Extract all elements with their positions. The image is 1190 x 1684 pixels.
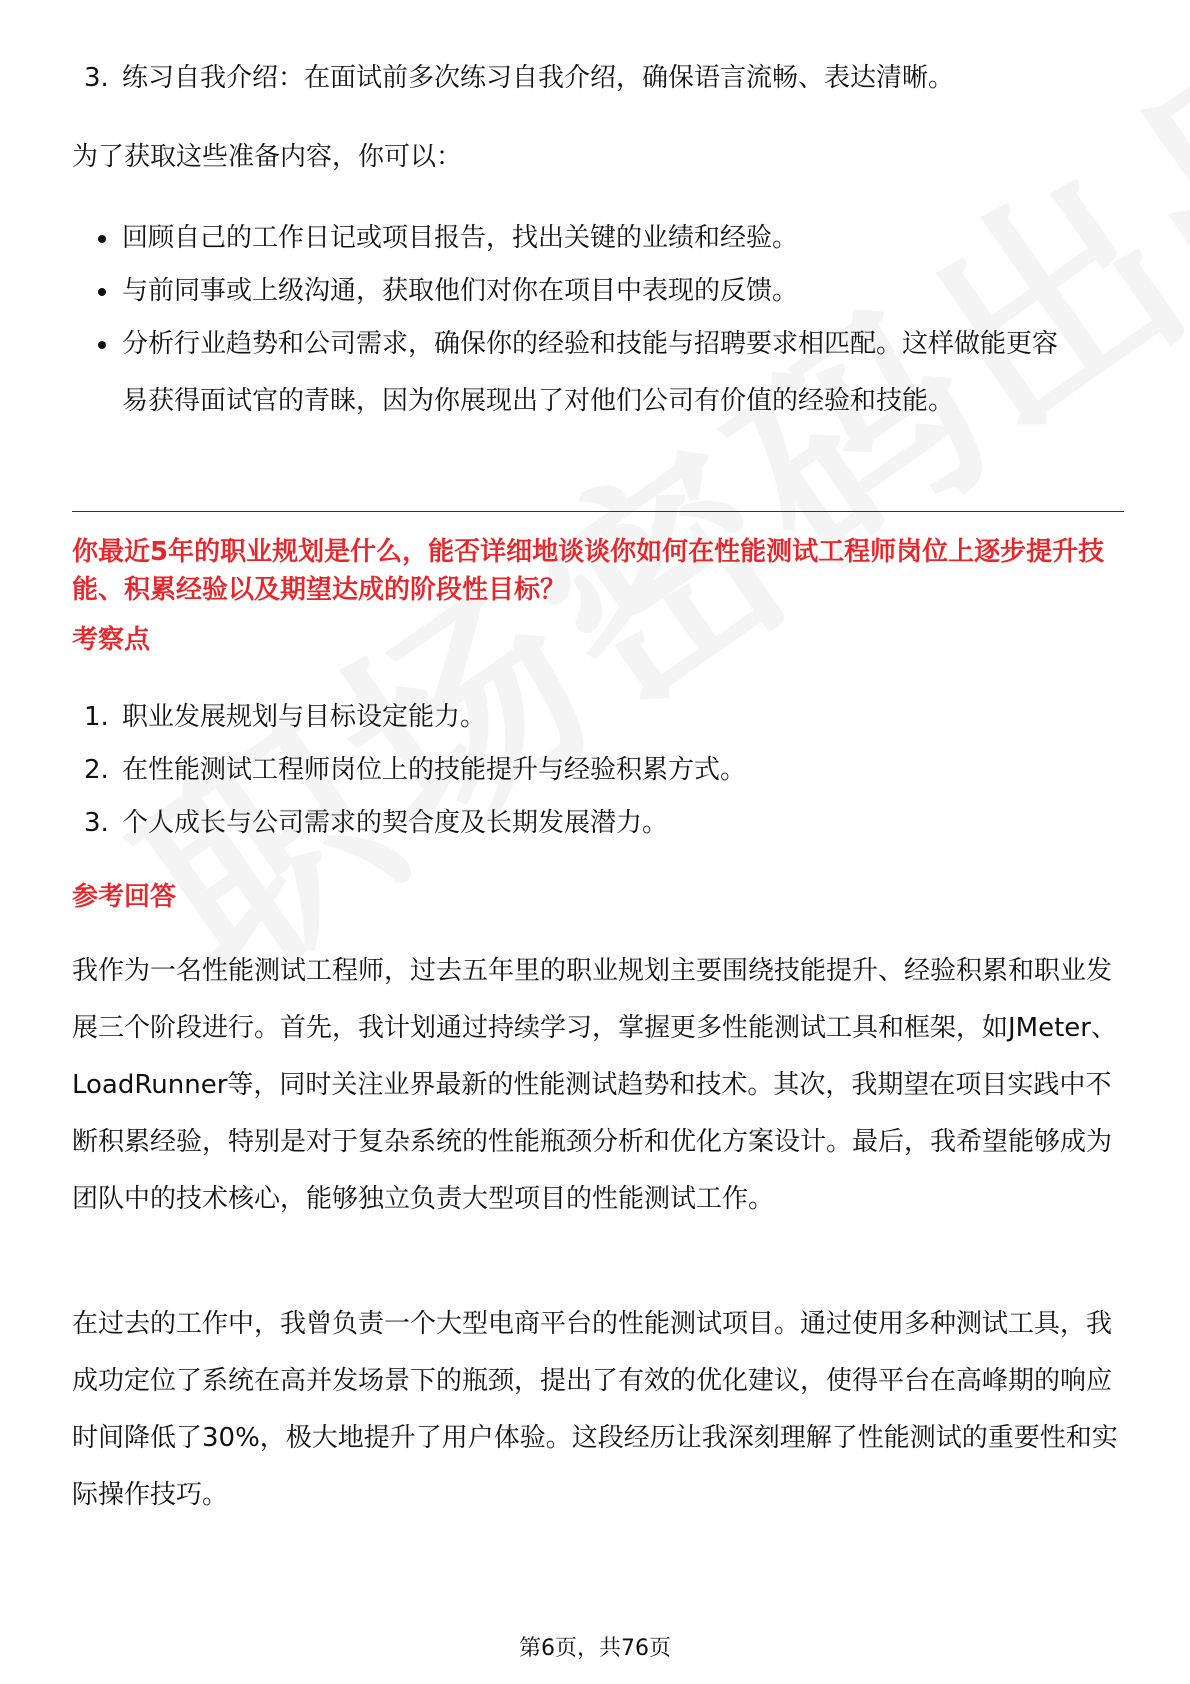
list-item-text: 职业发展规划与目标设定能力。 [122,702,487,732]
list-item [84,697,486,737]
question-heading: 你最近5年的职业规划是什么，能否详细地谈谈你如何在性能测试工程师岗位上逐步提升技能、积累经验以及期望达成的阶段性目标？ [72,537,1105,605]
bullet-text: 分析行业趋势和公司需求，确保你的经验和技能与招聘要求相匹配。这样做能更容易获得面试官的青睐，因为你展现出了对他们公司有价值的经验和技能。 [122,329,1059,416]
bullet-text: 回顾自己的工作日记或项目报告，找出关键的业绩和经验。 [122,223,799,253]
bullet-dot [98,235,106,243]
list-number: 1. [84,702,109,732]
answer-heading: 参考回答 [72,882,177,912]
bullet-dot [98,341,106,349]
section-divider [72,511,1124,512]
answer-paragraph: 我作为一名性能测试工程师，过去五年里的职业规划主要围绕技能提升、经验积累和职业发展三个阶段进行。首先，我计划通过持续学习，掌握更多性能测试工具和框架，如JMeter、LoadRunner等，同时关注业界最新的性能测试趋势和技术。其次，我期望在项目实践中不断积累经验，特别是对于复杂系统的性能瓶颈分析和优化方案设计。最后，我希望能够成为团队中的技术核心，能够独立负责大型项目的性能测试工作。 [72,956,1117,1214]
list-number: 2. [84,755,109,785]
intro-text: 为了获取这些准备内容，你可以： [72,142,463,172]
list-item-text: 个人成长与公司需求的契合度及长期发展潜力。 [122,808,669,838]
page-footer: 第6页，共76页 [519,1636,671,1661]
list-item [84,750,746,790]
bullet-item [98,263,1098,320]
list-item-text: 练习自我介绍：在面试前多次练习自我介绍，确保语言流畅、表达清晰。 [122,63,955,93]
bullet-text: 与前同事或上级沟通，获取他们对你在项目中表现的反馈。 [122,276,799,306]
list-item [84,803,668,843]
examine-heading: 考察点 [72,625,151,655]
list-item-text: 在性能测试工程师岗位上的技能提升与经验积累方式。 [122,755,747,785]
document-page [72,0,1122,1684]
answer-paragraph: 在过去的工作中，我曾负责一个大型电商平台的性能测试项目。通过使用多种测试工具，我成功定位了系统在高并发场景下的瓶颈，提出了有效的优化建议，使得平台在高峰期的响应时间降低了30%，极大地提升了用户体验。这段经历让我深刻理解了性能测试的重要性和实际操作技巧。 [72,1309,1118,1510]
bullet-item [98,210,1098,267]
list-item [84,58,954,98]
list-number: 3. [84,63,109,93]
bullet-item [98,316,1068,430]
list-number: 3. [84,808,109,838]
bullet-dot [98,288,106,296]
